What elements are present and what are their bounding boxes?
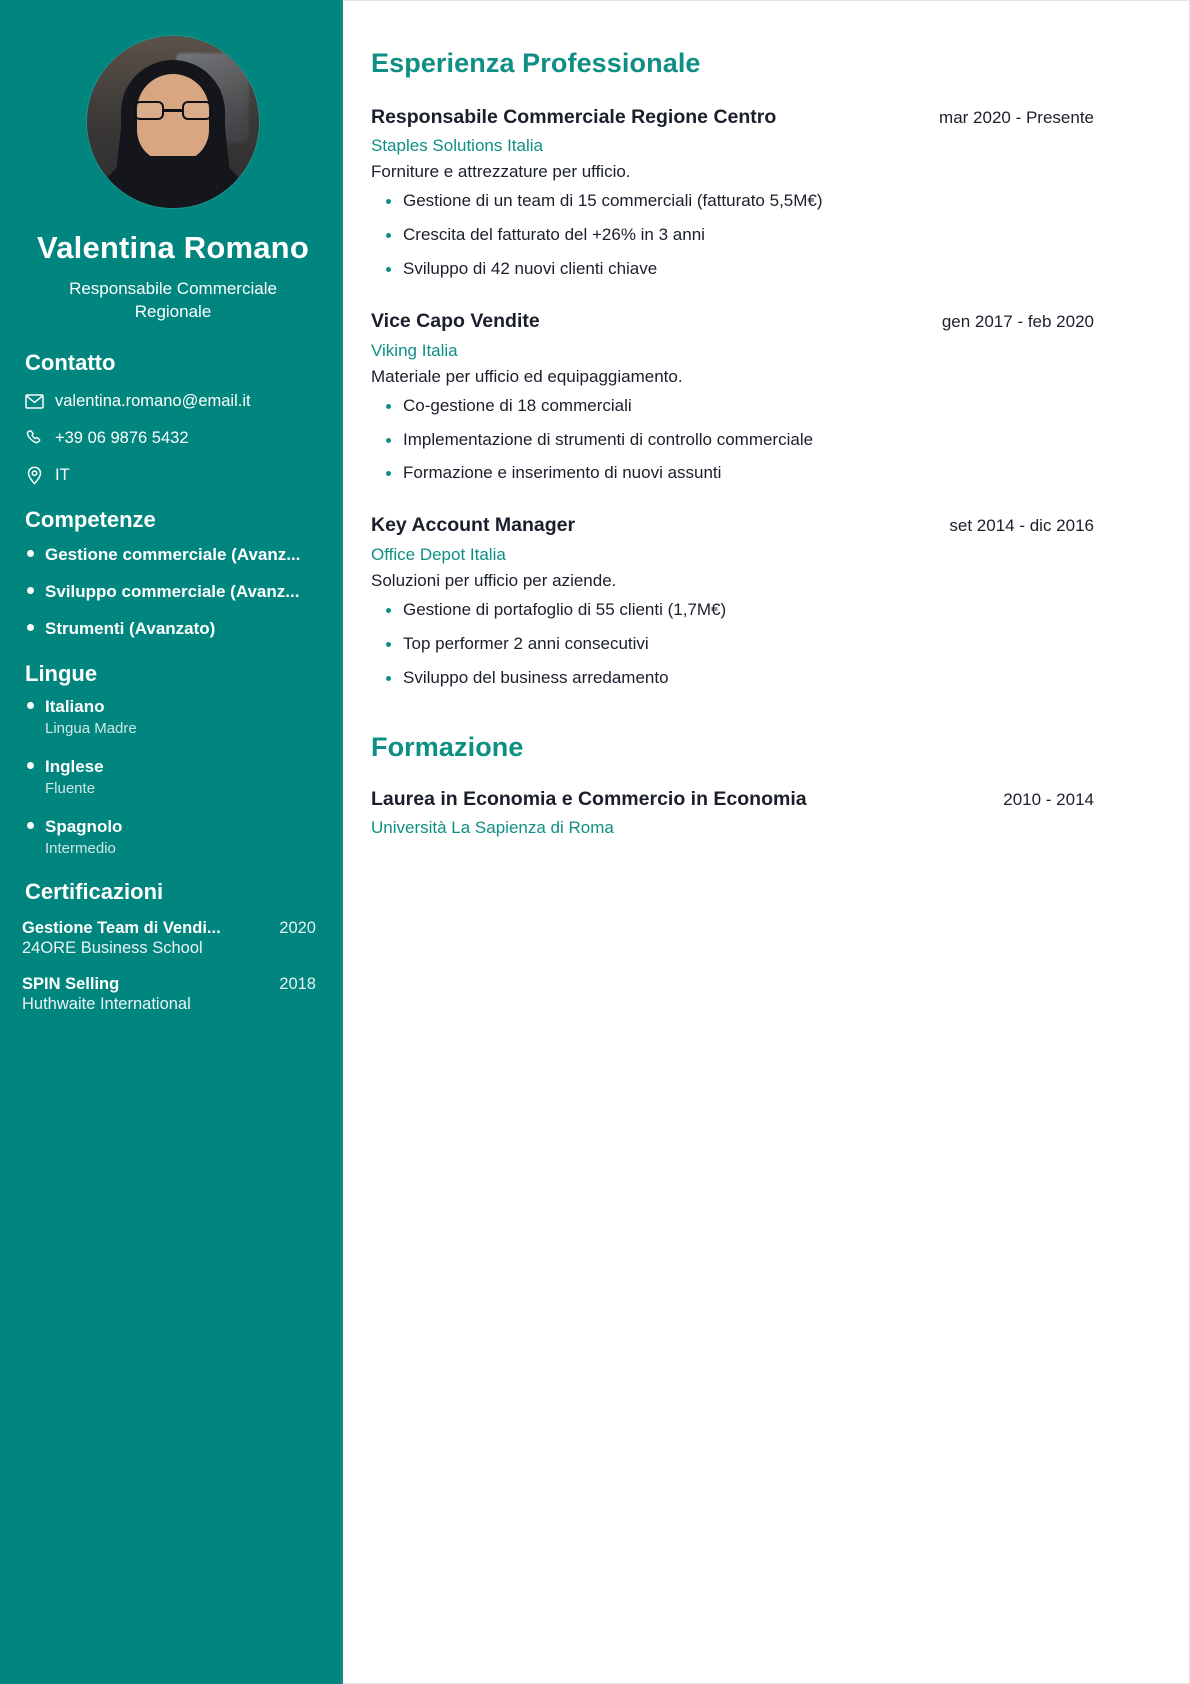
experience-entry [371,309,1094,485]
job-bullet: Sviluppo del business arredamento [371,667,1094,690]
job-date-range: mar 2020 - Presente [939,108,1094,127]
job-bullet: Gestione di portafoglio di 55 clienti (1,7M€) [371,599,1094,622]
education-heading: Formazione [371,731,524,762]
contact-list [22,392,324,485]
certification-year: 2018 [279,974,316,993]
main-content [343,0,1190,839]
skill-item [27,545,324,565]
language-name: Italiano [45,696,105,716]
contact-item-email[interactable] [25,392,324,411]
avatar [87,36,259,208]
bullet-dot-icon [27,762,34,769]
candidate-name: Valentina Romano [37,230,309,265]
languages-list [22,697,324,857]
language-name: Spagnolo [45,816,123,836]
job-company: Viking Italia [371,340,458,360]
certifications-heading: Certificazioni [25,878,164,904]
skill-label: Sviluppo commerciale (Avanz... [45,581,300,601]
skill-label: Gestione commerciale (Avanz... [45,544,301,564]
contact-phone-value: +39 06 9876 5432 [55,428,189,447]
job-bullet: Top performer 2 anni consecutivi [371,633,1094,656]
skills-heading: Competenze [25,506,156,532]
job-bullet: Co-gestione di 18 commerciali [371,395,1094,418]
job-company: Staples Solutions Italia [371,136,543,156]
job-company: Office Depot Italia [371,544,506,564]
languages-heading: Lingue [25,660,98,686]
job-title: Vice Capo Vendite [371,310,540,333]
degree-institution: Università La Sapienza di Roma [371,817,614,837]
job-title: Responsabile Commerciale Regione Centro [371,106,777,128]
job-description: Materiale per ufficio ed equipaggiamento. [371,366,683,386]
job-bullet-list [371,190,1094,281]
experience-entry [371,105,1094,281]
contact-email-value: valentina.romano@email.it [55,391,251,410]
certification-item [22,919,324,958]
skill-item [27,619,324,639]
contact-heading: Contatto [25,349,116,375]
education-entry [371,787,1094,839]
job-title: Key Account Manager [371,514,576,537]
job-description: Forniture e attrezzature per ufficio. [371,162,631,182]
job-bullet: Implementazione di strumenti di controllo commerciale [371,429,1094,452]
language-item [27,697,324,737]
experience-entry [371,513,1094,689]
contact-location-value: IT [55,465,70,484]
certification-org: 24ORE Business School [22,938,203,957]
job-bullet-list [371,395,1094,486]
job-bullet: Gestione di un team di 15 commerciali (fatturato 5,5M€) [371,190,1094,213]
bullet-dot-icon [27,624,34,631]
education-entry-header [371,787,1094,812]
certification-year: 2020 [279,918,316,937]
experience-entry-header [371,513,1094,538]
experience-entry-header [371,309,1094,334]
location-pin-icon [25,466,44,485]
language-level: Lingua Madre [45,719,137,737]
job-bullet: Sviluppo di 42 nuovi clienti chiave [371,258,1094,281]
certification-name: SPIN Selling [22,974,120,993]
bullet-dot-icon [27,587,34,594]
skill-item [27,582,324,602]
language-name-row [27,817,324,837]
certification-top-row [22,919,324,938]
job-description: Soluzioni per ufficio per aziende. [371,570,617,590]
bullet-dot-icon [27,822,34,829]
job-bullet: Crescita del fatturato del +26% in 3 anni [371,224,1094,247]
avatar-container [22,0,324,208]
contact-item-phone[interactable] [25,429,324,448]
language-name-row [27,757,324,777]
skill-label: Strumenti (Avanzato) [45,618,216,638]
certification-name: Gestione Team di Vendi... [22,918,221,937]
language-level: Intermedio [45,839,116,857]
language-item [27,757,324,797]
experience-entry-header [371,105,1094,130]
language-name-row [27,697,324,717]
bullet-dot-icon [27,702,34,709]
certification-top-row [22,975,324,994]
phone-icon [25,429,44,448]
language-name: Inglese [45,756,104,776]
experience-heading: Esperienza Professionale [371,48,701,78]
certification-item [22,975,324,1014]
language-level: Fluente [45,779,96,797]
envelope-icon [25,392,44,411]
certification-org: Huthwaite International [22,994,191,1013]
bullet-dot-icon [27,550,34,557]
job-date-range: gen 2017 - feb 2020 [941,312,1094,332]
contact-item-location[interactable] [25,466,324,485]
sidebar [0,0,340,1684]
certifications-list [22,919,324,1014]
job-bullet-list [371,599,1094,690]
skills-list [22,545,324,639]
candidate-role: Responsabile Commerciale Regionale [69,278,277,321]
job-date-range: set 2014 - dic 2016 [949,516,1094,536]
degree-title: Laurea in Economia e Commercio in Economia [371,787,807,810]
degree-date-range: 2010 - 2014 [1003,789,1094,809]
language-item [27,817,324,857]
glasses-icon [134,101,212,121]
job-bullet: Formazione e inserimento di nuovi assunti [371,462,1094,485]
